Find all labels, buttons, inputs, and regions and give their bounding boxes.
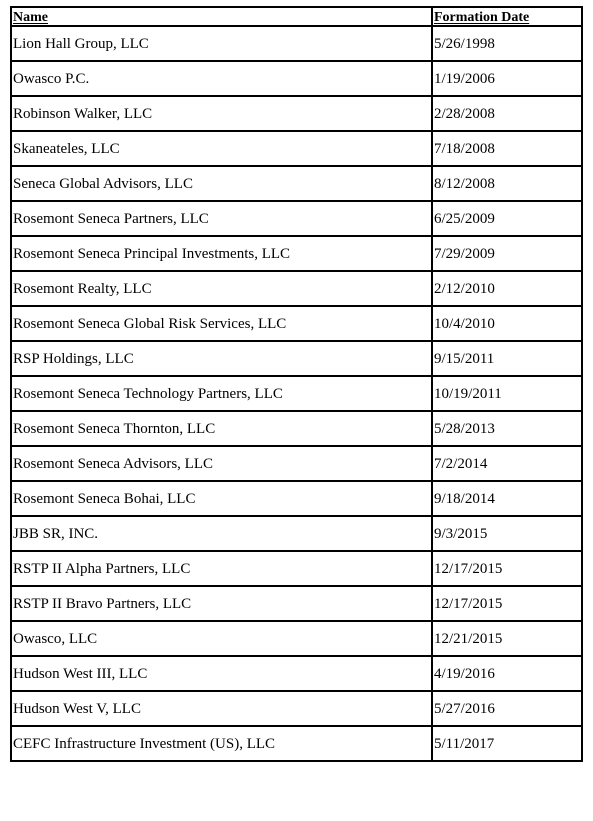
entity-name-cell: CEFC Infrastructure Investment (US), LLC xyxy=(11,726,432,761)
table-row xyxy=(11,376,582,411)
entity-name-cell: Seneca Global Advisors, LLC xyxy=(11,166,432,201)
name-header-label: Name xyxy=(13,10,48,25)
formation-date-cell: 9/18/2014 xyxy=(432,481,582,516)
formation-date-cell: 4/19/2016 xyxy=(432,656,582,691)
table-row xyxy=(11,236,582,271)
table-row xyxy=(11,586,582,621)
formation-date-cell: 9/3/2015 xyxy=(432,516,582,551)
formation-date-cell: 5/11/2017 xyxy=(432,726,582,761)
entity-name-cell: Rosemont Seneca Technology Partners, LLC xyxy=(11,376,432,411)
entity-name-cell: Rosemont Seneca Global Risk Services, LLC xyxy=(11,306,432,341)
table-row xyxy=(11,516,582,551)
entity-name-cell: Owasco P.C. xyxy=(11,61,432,96)
entity-name-cell: RSTP II Alpha Partners, LLC xyxy=(11,551,432,586)
formation-date-cell: 7/18/2008 xyxy=(432,131,582,166)
table-row xyxy=(11,26,582,61)
formation-date-cell: 12/21/2015 xyxy=(432,621,582,656)
entity-formation-table xyxy=(10,6,583,762)
table-row xyxy=(11,481,582,516)
entity-name-cell: Rosemont Seneca Partners, LLC xyxy=(11,201,432,236)
formation-date-cell: 1/19/2006 xyxy=(432,61,582,96)
table-row xyxy=(11,96,582,131)
formation-date-cell: 5/28/2013 xyxy=(432,411,582,446)
formation-date-cell: 12/17/2015 xyxy=(432,586,582,621)
table-header-row xyxy=(11,7,582,26)
table-row xyxy=(11,446,582,481)
entity-name-cell: Rosemont Seneca Thornton, LLC xyxy=(11,411,432,446)
entity-name-cell: Rosemont Realty, LLC xyxy=(11,271,432,306)
table-row xyxy=(11,131,582,166)
table-row xyxy=(11,271,582,306)
entity-name-cell: Rosemont Seneca Principal Investments, LLC xyxy=(11,236,432,271)
formation-date-cell: 9/15/2011 xyxy=(432,341,582,376)
table-row xyxy=(11,166,582,201)
entity-name-cell: Robinson Walker, LLC xyxy=(11,96,432,131)
formation-date-cell: 10/4/2010 xyxy=(432,306,582,341)
table-row xyxy=(11,411,582,446)
formation-date-cell: 7/29/2009 xyxy=(432,236,582,271)
formation-date-cell: 6/25/2009 xyxy=(432,201,582,236)
formation-date-cell: 7/2/2014 xyxy=(432,446,582,481)
formation-date-cell: 12/17/2015 xyxy=(432,551,582,586)
table-row xyxy=(11,691,582,726)
entity-name-cell: Hudson West III, LLC xyxy=(11,656,432,691)
entity-name-cell: Lion Hall Group, LLC xyxy=(11,26,432,61)
table-row xyxy=(11,341,582,376)
entity-name-cell: Rosemont Seneca Advisors, LLC xyxy=(11,446,432,481)
entity-name-cell: Owasco, LLC xyxy=(11,621,432,656)
table-row xyxy=(11,621,582,656)
table-row xyxy=(11,726,582,761)
formation-date-cell: 2/28/2008 xyxy=(432,96,582,131)
table-row xyxy=(11,306,582,341)
entity-name-cell: Rosemont Seneca Bohai, LLC xyxy=(11,481,432,516)
formation-date-column-header xyxy=(432,7,582,26)
formation-date-header-label: Formation Date xyxy=(434,10,530,25)
table-row xyxy=(11,61,582,96)
table-row xyxy=(11,656,582,691)
entity-name-cell: Hudson West V, LLC xyxy=(11,691,432,726)
entity-name-cell: Skaneateles, LLC xyxy=(11,131,432,166)
name-column-header xyxy=(11,7,432,26)
entity-name-cell: RSTP II Bravo Partners, LLC xyxy=(11,586,432,621)
formation-date-cell: 10/19/2011 xyxy=(432,376,582,411)
formation-date-cell: 8/12/2008 xyxy=(432,166,582,201)
table-row xyxy=(11,201,582,236)
entity-name-cell: JBB SR, INC. xyxy=(11,516,432,551)
formation-date-cell: 5/27/2016 xyxy=(432,691,582,726)
formation-date-cell: 2/12/2010 xyxy=(432,271,582,306)
entity-name-cell: RSP Holdings, LLC xyxy=(11,341,432,376)
table-row xyxy=(11,551,582,586)
formation-date-cell: 5/26/1998 xyxy=(432,26,582,61)
